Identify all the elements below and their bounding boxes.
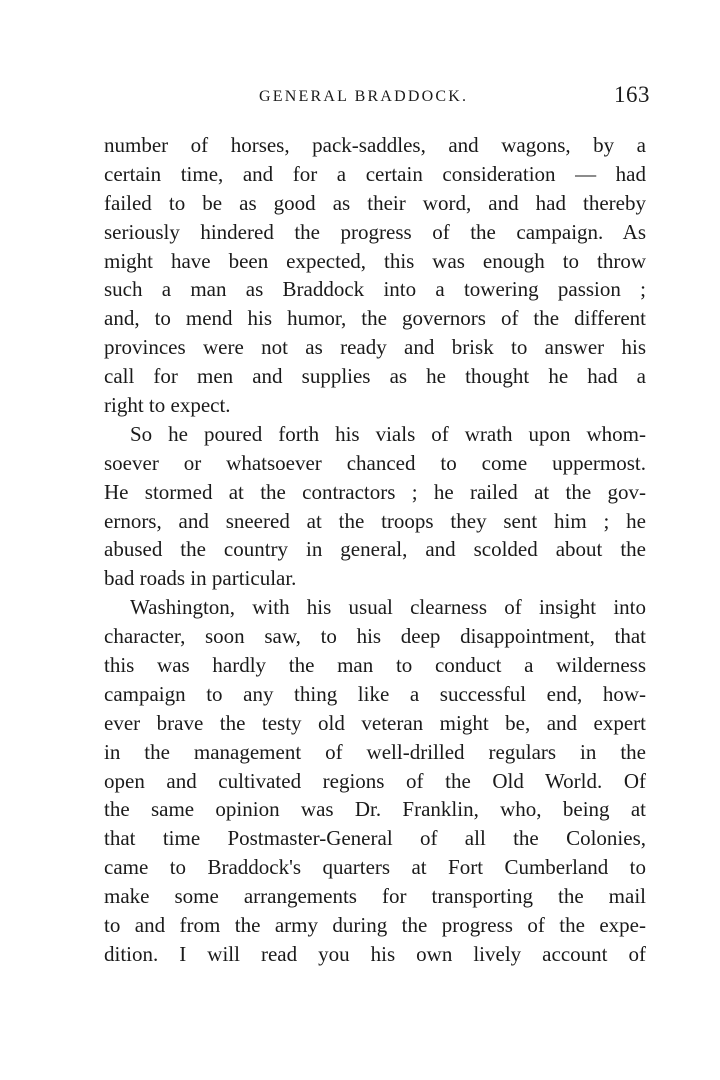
text-line: in the management of well-drilled regulars in the: [104, 739, 646, 764]
text-line: call for men and supplies as he thought he had a: [104, 364, 646, 389]
text-line: and, to mend his humor, the governors of the different: [104, 306, 646, 331]
paragraph-3: [104, 593, 646, 969]
text-line: certain time, and for a certain consideration — had: [104, 161, 646, 186]
text-line: dition. I will read you his own lively account of: [104, 941, 646, 966]
text-line: So he poured forth his vials of wrath upon whom-: [130, 421, 646, 446]
text-line: abused the country in general, and scolded about the: [104, 537, 646, 562]
text-line: provinces were not as ready and brisk to answer his: [104, 335, 646, 360]
text-line: Washington, with his usual clearness of insight into: [130, 595, 646, 620]
text-line: soever or whatsoever chanced to come uppermost.: [104, 450, 646, 475]
text-line: character, soon saw, to his deep disappointment, that: [104, 624, 646, 649]
text-line: make some arrangements for transporting the mail: [104, 884, 646, 909]
text-line: that time Postmaster-General of all the Colonies,: [104, 826, 646, 851]
text-line: right to expect.: [104, 393, 231, 418]
text-line: seriously hindered the progress of the campaign. As: [104, 219, 646, 244]
text-line: came to Braddock's quarters at Fort Cumberland to: [104, 855, 646, 880]
text-line: number of horses, pack-saddles, and wagons, by a: [104, 133, 646, 157]
text-line: might have been expected, this was enough to throw: [104, 248, 646, 273]
paragraph-2: [104, 420, 646, 593]
page-header: [104, 84, 650, 114]
text-line: failed to be as good as their word, and had thereby: [104, 190, 646, 215]
paragraph-1: [104, 131, 646, 420]
text-line: this was hardly the man to conduct a wilderness: [104, 653, 646, 678]
text-line: He stormed at the contractors ; he railed at the gov-: [104, 479, 646, 504]
text-line: such a man as Braddock into a towering passion ;: [104, 277, 646, 302]
text-line: bad roads in particular.: [104, 566, 297, 591]
text-line: ever brave the testy old veteran might be, and expert: [104, 710, 646, 735]
text-line: to and from the army during the progress of the expe-: [104, 913, 646, 938]
running-head: GENERAL BRADDOCK.: [259, 88, 469, 105]
text-line: campaign to any thing like a successful end, how-: [104, 681, 646, 706]
body-text: [104, 131, 646, 969]
text-line: the same opinion was Dr. Franklin, who, being at: [104, 797, 646, 822]
text-line: ernors, and sneered at the troops they sent him ; he: [104, 508, 646, 533]
text-line: open and cultivated regions of the Old World. Of: [104, 768, 646, 793]
page-number: 163: [614, 82, 650, 107]
